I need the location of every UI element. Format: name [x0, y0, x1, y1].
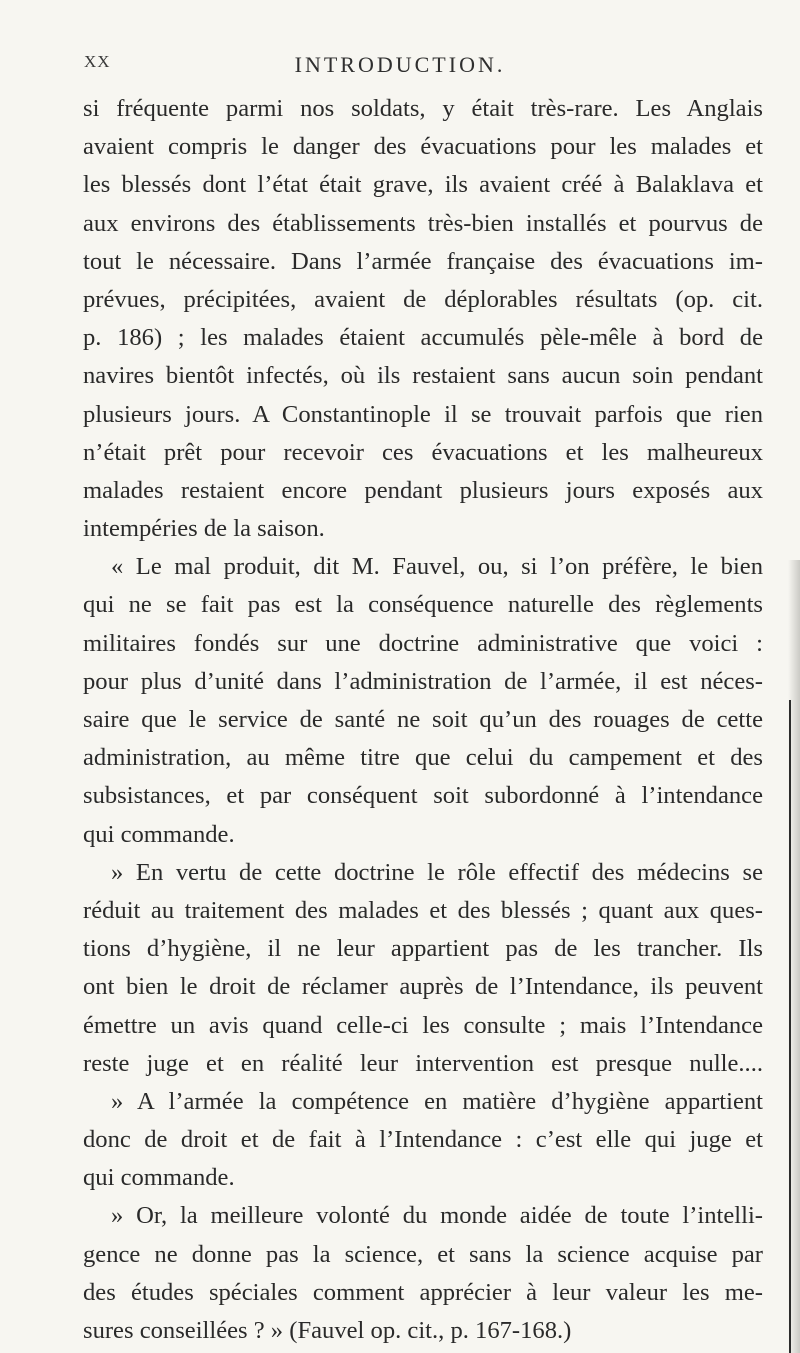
text-line: sures conseillées ? » (Fauvel op. cit., p. 167-168.)	[83, 1317, 572, 1344]
text-line: militaires fondés sur une doctrine administrative que voici :	[83, 629, 763, 657]
text-line: intempéries de la saison.	[83, 515, 325, 543]
text-line: si fréquente parmi nos soldats, y était très-rare. Les Anglais	[83, 95, 763, 122]
text-line: plusieurs jours. A Constantinople il se trouvait parfois que rien	[83, 400, 763, 428]
text-line: prévues, précipitées, avaient de déplorables résultats (op. cit.	[83, 285, 763, 313]
text-line: » A l’armée la compétence en matière d’hygiène appartient	[111, 1087, 763, 1115]
text-line: les blessés dont l’état était grave, ils avaient créé à Balaklava et	[83, 171, 763, 199]
text-line: avaient compris le danger des évacuations pour les malades et	[83, 133, 763, 161]
text-line: des études spéciales comment apprécier à leur valeur les me-	[83, 1278, 763, 1306]
text-line: qui commande.	[83, 820, 235, 848]
text-line: « Le mal produit, dit M. Fauvel, ou, si l’on préfère, le bien	[111, 553, 763, 581]
text-line: pour plus d’unité dans l’administration de l’armée, il est néces-	[83, 667, 763, 695]
text-line: » En vertu de cette doctrine le rôle effectif des médecins se	[111, 858, 763, 886]
body-text	[83, 90, 763, 1350]
text-line: malades restaient encore pendant plusieurs jours exposés aux	[83, 476, 763, 504]
text-line: donc de droit et de fait à l’Intendance : c’est elle qui juge et	[83, 1126, 763, 1154]
text-line: gence ne donne pas la science, et sans la science acquise par	[83, 1240, 763, 1268]
text-line: aux environs des établissements très-bien installés et pourvus de	[83, 209, 763, 237]
text-line: reste juge et en réalité leur intervention est presque nulle....	[83, 1049, 763, 1077]
text-line: p. 186) ; les malades étaient accumulés pèle-mêle à bord de	[83, 324, 763, 352]
text-line: administration, au même titre que celui du campement et des	[83, 744, 763, 772]
page-number: XX	[84, 52, 111, 71]
text-line: n’était prêt pour recevoir ces évacuations et les malheureux	[83, 438, 763, 466]
text-line: qui commande.	[83, 1164, 235, 1192]
text-line: émettre un avis quand celle-ci les consulte ; mais l’Intendance	[83, 1011, 763, 1039]
text-line: réduit au traitement des malades et des blessés ; quant aux ques-	[83, 896, 763, 924]
text-line: qui ne se fait pas est la conséquence naturelle des règlements	[83, 591, 763, 619]
text-line: saire que le service de santé ne soit qu’un des rouages de cette	[83, 706, 763, 733]
text-line: navires bientôt infectés, où ils restaient sans aucun soin pendant	[83, 362, 763, 390]
text-line: subsistances, et par conséquent soit subordonné à l’intendance	[83, 782, 763, 810]
text-line: ont bien le droit de réclamer auprès de l’Intendance, ils peuvent	[83, 973, 763, 1001]
text-line: » Or, la meilleure volonté du monde aidée de toute l’intelli-	[111, 1202, 763, 1230]
text-line: tout le nécessaire. Dans l’armée française des évacuations im-	[83, 247, 763, 275]
running-head: INTRODUCTION.	[294, 52, 506, 77]
page-edge-line	[789, 700, 791, 1353]
text-line: tions d’hygiène, il ne leur appartient pas de les trancher. Ils	[83, 935, 763, 963]
